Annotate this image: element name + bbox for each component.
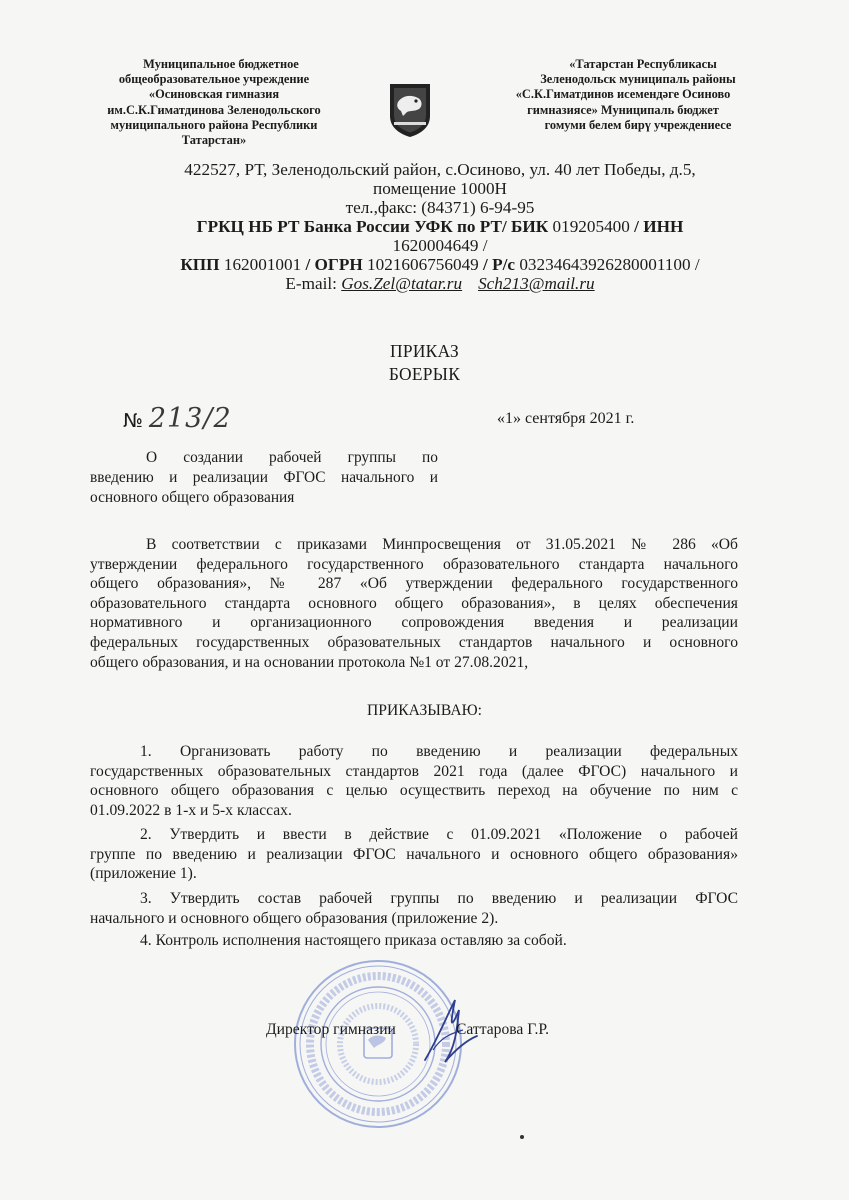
item-line: 2. Утвердить и ввести в действие с 01.09.2021 «Положение о рабочей (140, 826, 738, 843)
item-line: группе по введению и реализации ФГОС начального и основного общего образования» (90, 845, 738, 863)
bik-value: 019205400 (552, 217, 630, 236)
signer-name: Саттарова Г.Р. (456, 1021, 550, 1038)
email-link-2[interactable]: Sch213@mail.ru (478, 274, 595, 293)
kpp-label: КПП (180, 255, 220, 274)
preamble-line: общего образования», № 287 «Об утверждении федерального государственного (90, 575, 738, 593)
item-line: государственных образовательных стандартов 2021 года (далее ФГОС) начального и (90, 762, 738, 780)
item-1 (90, 742, 738, 820)
header-left-line: Муниципальное бюджетное (143, 57, 299, 71)
header-left-line: «Осиновская гимназия (148, 87, 280, 102)
header-left-line: им.С.К.Гиматдинова Зеленодольского (107, 102, 321, 117)
preamble-line: образовательного стандарта основного общего образования», в целях обеспечения (90, 594, 738, 612)
header-left-line: Татарстан» (181, 133, 247, 148)
preamble-line: нормативного и организационного сопровождения введения и реализации (90, 614, 738, 632)
doc-title-ru: ПРИКАЗ (389, 341, 460, 361)
requisites-block (110, 160, 770, 293)
codes-line (110, 255, 770, 274)
order-subject (90, 448, 438, 508)
phone-line: тел.,факс: (84371) 6-94-95 (345, 198, 535, 217)
kpp-value: 162001001 (223, 255, 302, 274)
subject-line: введению и реализации ФГОС начального и (90, 469, 438, 486)
ink-dot (520, 1135, 524, 1139)
order-number (123, 403, 232, 434)
item-line: 3. Утвердить состав рабочей группы по введению и реализации ФГОС (140, 890, 738, 907)
bank-line (110, 217, 770, 236)
item-3 (90, 889, 738, 928)
preamble-line: федеральных государственных образовательных стандартов начального и основного (90, 633, 738, 651)
preamble-line: общего образования, и на основании протокола №1 от 27.08.2021, (90, 653, 529, 671)
address-line: 422527, РТ, Зеленодольский район, с.Осиново, ул. 40 лет Победы, д.5, (184, 160, 696, 179)
item-line: 4. Контроль исполнения настоящего приказа оставляю за собой. (140, 932, 567, 949)
ogrn-label: / ОГРН (305, 255, 363, 274)
inn-label: / ИНН (634, 217, 684, 236)
rs-value: 03234643926280001100 / (519, 255, 700, 274)
email-link-1[interactable]: Gos.Zel@tatar.ru (341, 274, 463, 293)
item-2 (90, 825, 738, 884)
item-line: 1. Организовать работу по введению и реализации федеральных (140, 743, 738, 760)
header-left-ru (80, 57, 348, 148)
preamble-line: утверждении федерального государственного образовательного стандарта начального (90, 555, 738, 573)
item-line: 01.09.2022 в 1-х и 5-х классах. (90, 801, 292, 819)
order-word: ПРИКАЗЫВАЮ: (367, 702, 482, 719)
preamble-line: В соответствии с приказами Минпросвещения от 31.05.2021 № 286 «Об (146, 536, 738, 553)
bank-label: ГРКЦ НБ РТ Банка России УФК по РТ/ БИК (196, 217, 549, 236)
header-right-line: Зеленодольск муниципаль районы (540, 72, 736, 87)
header-left-line: муниципального района Республики (110, 117, 318, 132)
subject-line: О создании рабочей группы по (146, 449, 438, 466)
header-right-line: «Татарстан Республикасы (569, 57, 717, 71)
rs-label: / Р/с (483, 255, 516, 274)
coat-of-arms-icon (386, 82, 434, 138)
signer-title: Директор гимназии (266, 1021, 396, 1038)
address-line: помещение 1000Н (373, 179, 507, 198)
header-right-line: «С.К.Гиматдинов исемендәге Осиново (515, 87, 731, 102)
ogrn-value: 1021606756049 (367, 255, 479, 274)
email-label: E-mail: (285, 274, 337, 293)
inn-value: 1620004649 / (392, 236, 488, 255)
doc-title-tt: БОЕРЫК (388, 364, 461, 384)
item-4 (90, 931, 738, 951)
subject-line: основного общего образования (90, 489, 295, 506)
order-date: «1» сентября 2021 г. (497, 410, 635, 427)
item-line: основного общего образования с целью осуществить переход на обучение по ним с (90, 782, 738, 800)
header-right-line: гомуми белем бирү учреждениесе (544, 117, 732, 132)
number-sign: № (123, 410, 143, 432)
header-right-tt (478, 57, 768, 133)
header-left-line: общеобразовательное учреждение (118, 72, 310, 87)
item-line: (приложение 1). (90, 865, 197, 883)
email-line (110, 274, 770, 293)
preamble (90, 535, 738, 672)
header-right-line: гимназиясе» Муниципаль бюджет (527, 102, 719, 117)
item-line: начального и основного общего образования (приложение 2). (90, 909, 499, 927)
handwritten-number: 213/2 (148, 403, 232, 434)
